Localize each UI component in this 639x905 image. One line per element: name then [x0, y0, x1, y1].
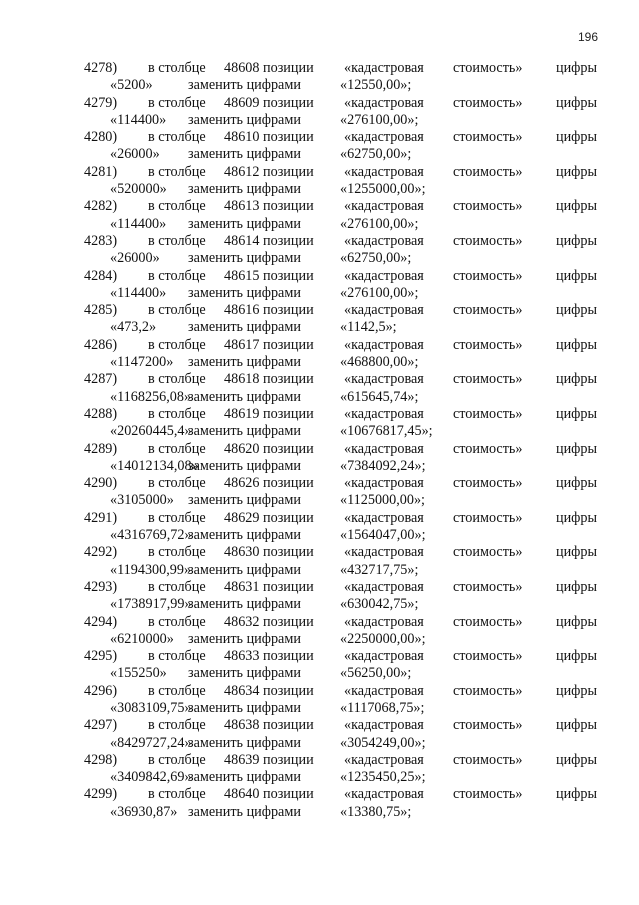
digits-label: цифры — [556, 163, 598, 180]
amendment-line-2 — [0, 631, 639, 648]
amendment-line-1 — [0, 268, 639, 285]
old-value: «114400» — [110, 111, 167, 128]
item-number: 4286) — [84, 336, 118, 353]
amendment-item — [0, 337, 639, 372]
digits-label: цифры — [556, 60, 598, 76]
position-label: 48618 позиции — [224, 371, 314, 388]
new-value: «12550,00»; — [340, 77, 412, 94]
value-label: стоимость» — [453, 336, 523, 353]
column-label: в столбце — [148, 440, 206, 457]
position-label: 48639 позиции — [224, 751, 314, 768]
amendment-line-1 — [0, 406, 639, 423]
cadastral-label: «кадастровая — [344, 371, 424, 388]
amendment-line-2 — [0, 596, 639, 613]
column-label: в столбце — [148, 578, 206, 595]
amendment-line-1 — [0, 786, 639, 803]
item-number: 4294) — [84, 613, 118, 630]
replace-label: заменить цифрами — [188, 77, 301, 94]
amendment-line-1 — [0, 579, 639, 596]
cadastral-label: «кадастровая — [344, 232, 424, 249]
value-label: стоимость» — [453, 648, 523, 665]
amendment-line-1 — [0, 302, 639, 319]
position-label: 48610 позиции — [224, 129, 314, 146]
column-label: в столбце — [148, 786, 206, 803]
replace-label: заменить цифрами — [188, 146, 301, 163]
position-label: 48608 позиции — [224, 60, 314, 76]
amendment-item — [0, 475, 639, 510]
new-value: «615645,74»; — [340, 388, 419, 405]
position-label: 48620 позиции — [224, 440, 314, 457]
column-label: в столбце — [148, 336, 206, 353]
digits-label: цифры — [556, 371, 598, 388]
position-label: 48638 позиции — [224, 717, 314, 734]
value-label: стоимость» — [453, 682, 523, 699]
amendment-item — [0, 406, 639, 441]
new-value: «62750,00»; — [340, 250, 412, 267]
amendment-item — [0, 544, 639, 579]
digits-label: цифры — [556, 302, 598, 319]
amendment-line-1 — [0, 475, 639, 492]
cadastral-label: «кадастровая — [344, 751, 424, 768]
cadastral-label: «кадастровая — [344, 648, 424, 665]
new-value: «276100,00»; — [340, 111, 419, 128]
column-label: в столбце — [148, 405, 206, 422]
amendment-item — [0, 510, 639, 545]
cadastral-label: «кадастровая — [344, 786, 424, 803]
amendment-line-1 — [0, 164, 639, 181]
page-number: 196 — [578, 30, 599, 44]
old-value: «4316769,72» — [110, 527, 192, 544]
digits-label: цифры — [556, 578, 598, 595]
old-value: «520000» — [110, 181, 167, 198]
cadastral-label: «кадастровая — [344, 544, 424, 561]
item-number: 4289) — [84, 440, 118, 457]
digits-label: цифры — [556, 717, 598, 734]
new-value: «432717,75»; — [340, 561, 419, 578]
digits-label: цифры — [556, 613, 598, 630]
amendment-line-2 — [0, 77, 639, 94]
cadastral-label: «кадастровая — [344, 509, 424, 526]
amendment-line-1 — [0, 233, 639, 250]
position-label: 48612 позиции — [224, 163, 314, 180]
replace-label: заменить цифрами — [188, 284, 301, 301]
replace-label: заменить цифрами — [188, 596, 301, 613]
value-label: стоимость» — [453, 786, 523, 803]
position-label: 48631 позиции — [224, 578, 314, 595]
amendment-line-2 — [0, 146, 639, 163]
new-value: «56250,00»; — [340, 665, 412, 682]
replace-label: заменить цифрами — [188, 215, 301, 232]
digits-label: цифры — [556, 786, 598, 803]
amendment-line-1 — [0, 198, 639, 215]
amendment-item — [0, 614, 639, 649]
amendment-line-1 — [0, 752, 639, 769]
item-number: 4283) — [84, 232, 118, 249]
amendment-line-2 — [0, 492, 639, 509]
column-label: в столбце — [148, 60, 206, 76]
amendment-line-2 — [0, 285, 639, 302]
value-label: стоимость» — [453, 544, 523, 561]
old-value: «1147200» — [110, 354, 174, 371]
replace-label: заменить цифрами — [188, 665, 301, 682]
item-number: 4288) — [84, 405, 118, 422]
amendment-line-2 — [0, 216, 639, 233]
value-label: стоимость» — [453, 717, 523, 734]
old-value: «114400» — [110, 215, 167, 232]
old-value: «3409842,69» — [110, 769, 192, 786]
new-value: «13380,75»; — [340, 803, 412, 820]
item-number: 4285) — [84, 302, 118, 319]
new-value: «276100,00»; — [340, 284, 419, 301]
old-value: «8429727,24» — [110, 734, 192, 751]
amendment-item — [0, 268, 639, 303]
replace-label: заменить цифрами — [188, 181, 301, 198]
new-value: «2250000,00»; — [340, 630, 426, 647]
cadastral-label: «кадастровая — [344, 440, 424, 457]
position-label: 48626 позиции — [224, 475, 314, 492]
digits-label: цифры — [556, 405, 598, 422]
position-label: 48634 позиции — [224, 682, 314, 699]
new-value: «1125000,00»; — [340, 492, 425, 509]
cadastral-label: «кадастровая — [344, 163, 424, 180]
replace-label: заменить цифрами — [188, 630, 301, 647]
amendment-item — [0, 579, 639, 614]
digits-label: цифры — [556, 94, 598, 111]
new-value: «1564047,00»; — [340, 527, 426, 544]
value-label: стоимость» — [453, 751, 523, 768]
new-value: «1142,5»; — [340, 319, 397, 336]
value-label: стоимость» — [453, 163, 523, 180]
amendment-item — [0, 129, 639, 164]
amendment-item — [0, 441, 639, 476]
amendment-item — [0, 717, 639, 752]
position-label: 48613 позиции — [224, 198, 314, 215]
old-value: «3083109,75» — [110, 699, 192, 716]
item-number: 4287) — [84, 371, 118, 388]
old-value: «473,2» — [110, 319, 157, 336]
column-label: в столбце — [148, 232, 206, 249]
replace-label: заменить цифрами — [188, 388, 301, 405]
amendment-item — [0, 752, 639, 787]
amendment-item — [0, 198, 639, 233]
column-label: в столбце — [148, 717, 206, 734]
digits-label: цифры — [556, 336, 598, 353]
replace-label: заменить цифрами — [188, 423, 301, 440]
cadastral-label: «кадастровая — [344, 336, 424, 353]
amendment-item — [0, 683, 639, 718]
value-label: стоимость» — [453, 578, 523, 595]
value-label: стоимость» — [453, 405, 523, 422]
column-label: в столбце — [148, 198, 206, 215]
column-label: в столбце — [148, 163, 206, 180]
column-label: в столбце — [148, 509, 206, 526]
amendment-line-1 — [0, 614, 639, 631]
amendment-item — [0, 95, 639, 130]
cadastral-label: «кадастровая — [344, 60, 424, 76]
digits-label: цифры — [556, 232, 598, 249]
digits-label: цифры — [556, 509, 598, 526]
replace-label: заменить цифрами — [188, 354, 301, 371]
amendment-line-1 — [0, 510, 639, 527]
replace-label: заменить цифрами — [188, 319, 301, 336]
cadastral-label: «кадастровая — [344, 613, 424, 630]
item-number: 4290) — [84, 475, 118, 492]
column-label: в столбце — [148, 648, 206, 665]
amendment-line-2 — [0, 700, 639, 717]
amendment-line-2 — [0, 354, 639, 371]
amendment-item — [0, 648, 639, 683]
digits-label: цифры — [556, 751, 598, 768]
amendment-line-2 — [0, 804, 639, 821]
digits-label: цифры — [556, 440, 598, 457]
amendment-line-1 — [0, 337, 639, 354]
old-value: «36930,87» — [110, 803, 178, 820]
old-value: «1738917,99» — [110, 596, 192, 613]
replace-label: заменить цифрами — [188, 527, 301, 544]
position-label: 48617 позиции — [224, 336, 314, 353]
item-number: 4299) — [84, 786, 118, 803]
amendment-line-2 — [0, 769, 639, 786]
replace-label: заменить цифрами — [188, 457, 301, 474]
value-label: стоимость» — [453, 129, 523, 146]
item-number: 4279) — [84, 94, 118, 111]
cadastral-label: «кадастровая — [344, 198, 424, 215]
old-value: «3105000» — [110, 492, 174, 509]
column-label: в столбце — [148, 267, 206, 284]
digits-label: цифры — [556, 648, 598, 665]
old-value: «155250» — [110, 665, 167, 682]
replace-label: заменить цифрами — [188, 803, 301, 820]
amendment-line-2 — [0, 735, 639, 752]
amendment-line-2 — [0, 458, 639, 475]
old-value: «14012134,08» — [110, 457, 199, 474]
amendment-line-1 — [0, 683, 639, 700]
new-value: «62750,00»; — [340, 146, 412, 163]
amendment-item — [0, 233, 639, 268]
column-label: в столбце — [148, 94, 206, 111]
amendment-item — [0, 164, 639, 199]
item-number: 4296) — [84, 682, 118, 699]
column-label: в столбце — [148, 475, 206, 492]
position-label: 48633 позиции — [224, 648, 314, 665]
replace-label: заменить цифрами — [188, 111, 301, 128]
value-label: стоимость» — [453, 267, 523, 284]
column-label: в столбце — [148, 129, 206, 146]
position-label: 48616 позиции — [224, 302, 314, 319]
position-label: 48615 позиции — [224, 267, 314, 284]
old-value: «6210000» — [110, 630, 174, 647]
value-label: стоимость» — [453, 371, 523, 388]
item-number: 4293) — [84, 578, 118, 595]
new-value: «10676817,45»; — [340, 423, 433, 440]
amendment-line-1 — [0, 648, 639, 665]
item-number: 4280) — [84, 129, 118, 146]
position-label: 48632 позиции — [224, 613, 314, 630]
replace-label: заменить цифрами — [188, 769, 301, 786]
digits-label: цифры — [556, 267, 598, 284]
value-label: стоимость» — [453, 232, 523, 249]
amendment-line-2 — [0, 112, 639, 129]
position-label: 48619 позиции — [224, 405, 314, 422]
cadastral-label: «кадастровая — [344, 578, 424, 595]
item-number: 4292) — [84, 544, 118, 561]
item-number: 4281) — [84, 163, 118, 180]
new-value: «3054249,00»; — [340, 734, 426, 751]
amendment-line-2 — [0, 562, 639, 579]
amendment-line-1 — [0, 60, 639, 77]
item-number: 4298) — [84, 751, 118, 768]
amendment-line-2 — [0, 423, 639, 440]
old-value: «114400» — [110, 284, 167, 301]
replace-label: заменить цифрами — [188, 699, 301, 716]
amendment-line-2 — [0, 389, 639, 406]
amendment-line-1 — [0, 717, 639, 734]
new-value: «1235450,25»; — [340, 769, 426, 786]
digits-label: цифры — [556, 544, 598, 561]
old-value: «5200» — [110, 77, 153, 94]
replace-label: заменить цифрами — [188, 250, 301, 267]
digits-label: цифры — [556, 475, 598, 492]
replace-label: заменить цифрами — [188, 734, 301, 751]
replace-label: заменить цифрами — [188, 492, 301, 509]
amendment-line-1 — [0, 371, 639, 388]
new-value: «630042,75»; — [340, 596, 419, 613]
cadastral-label: «кадастровая — [344, 405, 424, 422]
column-label: в столбце — [148, 544, 206, 561]
value-label: стоимость» — [453, 509, 523, 526]
old-value: «1168256,08» — [110, 388, 192, 405]
old-value: «26000» — [110, 146, 160, 163]
value-label: стоимость» — [453, 302, 523, 319]
position-label: 48630 позиции — [224, 544, 314, 561]
value-label: стоимость» — [453, 613, 523, 630]
value-label: стоимость» — [453, 440, 523, 457]
amendment-line-1 — [0, 129, 639, 146]
position-label: 48629 позиции — [224, 509, 314, 526]
item-number: 4284) — [84, 267, 118, 284]
digits-label: цифры — [556, 198, 598, 215]
amendment-item — [0, 302, 639, 337]
value-label: стоимость» — [453, 60, 523, 76]
amendment-line-2 — [0, 250, 639, 267]
amendment-list — [0, 60, 639, 821]
amendment-line-1 — [0, 95, 639, 112]
new-value: «1255000,00»; — [340, 181, 426, 198]
amendment-line-2 — [0, 319, 639, 336]
item-number: 4278) — [84, 60, 118, 76]
amendment-item — [0, 371, 639, 406]
cadastral-label: «кадастровая — [344, 475, 424, 492]
cadastral-label: «кадастровая — [344, 717, 424, 734]
old-value: «1194300,99» — [110, 561, 192, 578]
cadastral-label: «кадастровая — [344, 302, 424, 319]
old-value: «26000» — [110, 250, 160, 267]
column-label: в столбце — [148, 371, 206, 388]
column-label: в столбце — [148, 682, 206, 699]
cadastral-label: «кадастровая — [344, 129, 424, 146]
cadastral-label: «кадастровая — [344, 94, 424, 111]
item-number: 4291) — [84, 509, 118, 526]
cadastral-label: «кадастровая — [344, 682, 424, 699]
digits-label: цифры — [556, 129, 598, 146]
column-label: в столбце — [148, 302, 206, 319]
column-label: в столбце — [148, 751, 206, 768]
column-label: в столбце — [148, 613, 206, 630]
item-number: 4297) — [84, 717, 118, 734]
value-label: стоимость» — [453, 475, 523, 492]
replace-label: заменить цифрами — [188, 561, 301, 578]
new-value: «7384092,24»; — [340, 457, 426, 474]
position-label: 48640 позиции — [224, 786, 314, 803]
amendment-item — [0, 786, 639, 821]
value-label: стоимость» — [453, 198, 523, 215]
amendment-line-2 — [0, 527, 639, 544]
amendment-line-2 — [0, 665, 639, 682]
new-value: «468800,00»; — [340, 354, 419, 371]
amendment-line-1 — [0, 441, 639, 458]
cadastral-label: «кадастровая — [344, 267, 424, 284]
item-number: 4282) — [84, 198, 118, 215]
amendment-item — [0, 60, 639, 95]
position-label: 48609 позиции — [224, 94, 314, 111]
position-label: 48614 позиции — [224, 232, 314, 249]
new-value: «1117068,75»; — [340, 699, 425, 716]
value-label: стоимость» — [453, 94, 523, 111]
old-value: «20260445,4» — [110, 423, 192, 440]
item-number: 4295) — [84, 648, 118, 665]
digits-label: цифры — [556, 682, 598, 699]
amendment-line-1 — [0, 544, 639, 561]
new-value: «276100,00»; — [340, 215, 419, 232]
amendment-line-2 — [0, 181, 639, 198]
